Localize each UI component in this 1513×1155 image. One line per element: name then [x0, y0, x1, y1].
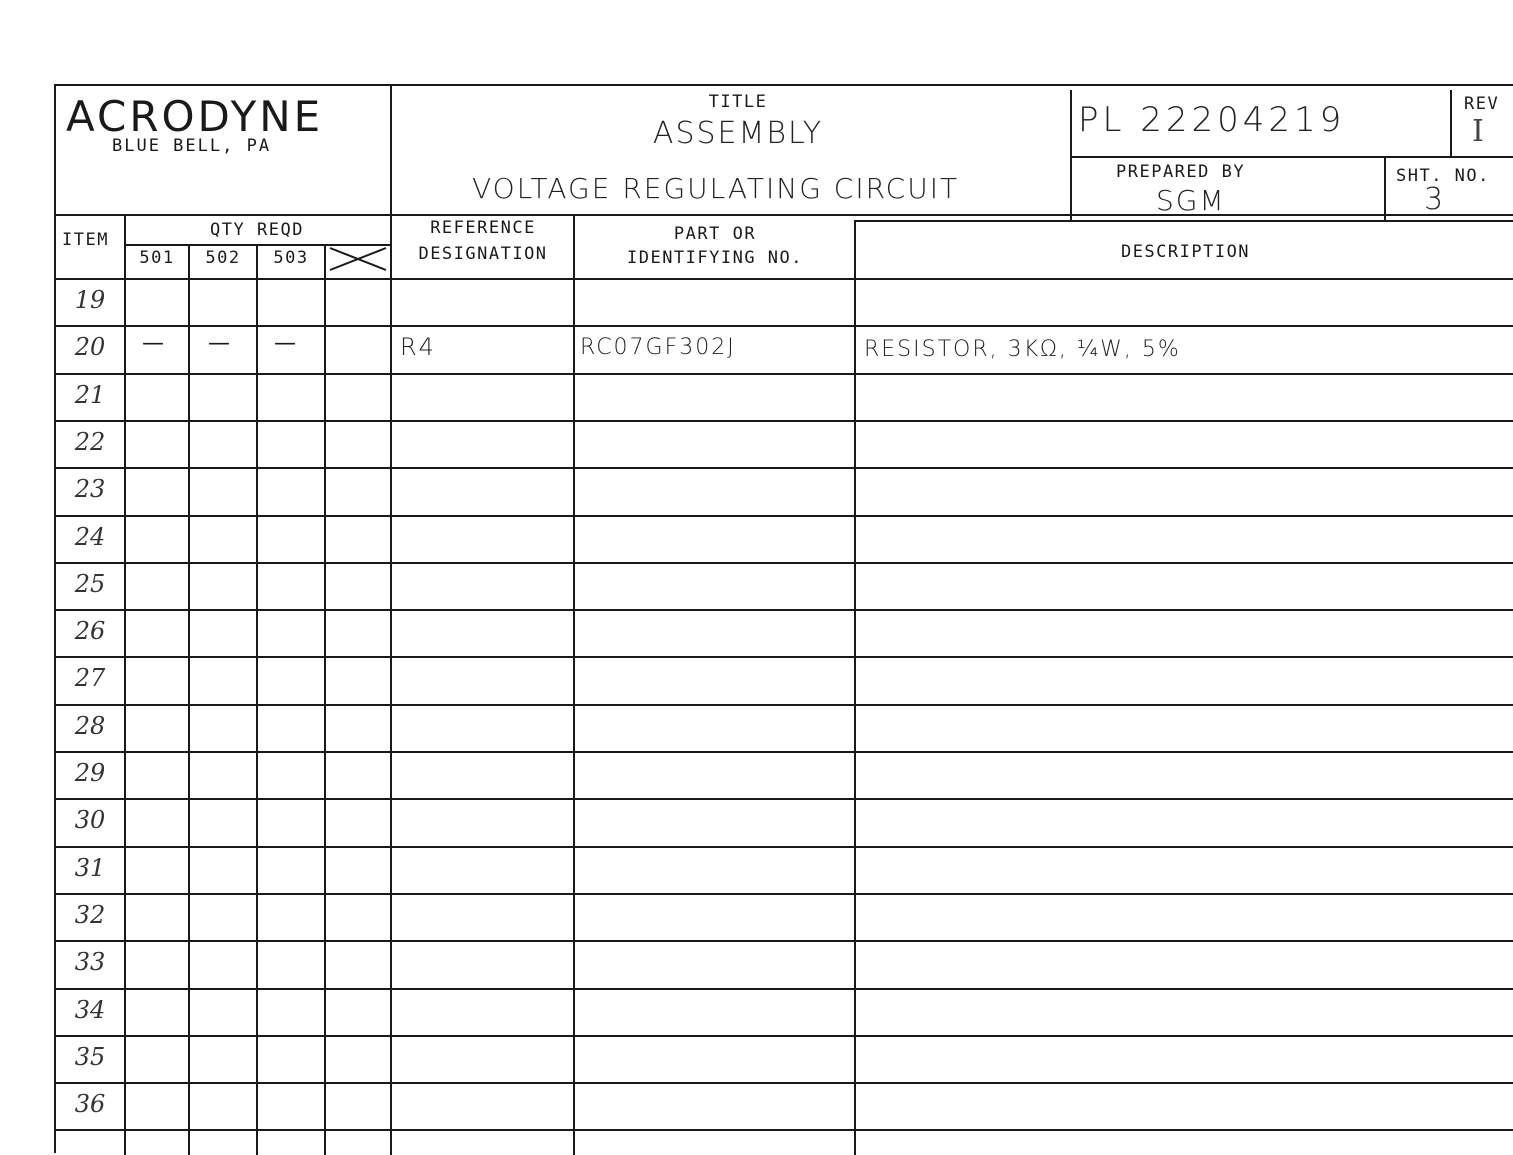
table-row — [56, 1035, 1513, 1082]
prepared-by-value: SGM — [1156, 184, 1226, 217]
table-row — [56, 1082, 1513, 1129]
title-line-1: ASSEMBLY — [652, 116, 824, 151]
row-item-number: 32 — [74, 900, 106, 929]
column-header-502: 502 — [205, 248, 241, 268]
row-qty-501: — — [142, 331, 164, 357]
table-row — [56, 940, 1513, 987]
divider — [1070, 156, 1513, 158]
row-item-number: 20 — [74, 333, 106, 362]
column-header-description: DESCRIPTION — [1120, 242, 1251, 262]
row-item-number: 19 — [74, 286, 106, 314]
table-row — [56, 893, 1513, 940]
row-part-number: RC07GF302J — [580, 335, 736, 361]
sheet-number-label: SHT. NO. — [1396, 166, 1490, 186]
row-qty-503: — — [274, 331, 296, 357]
row-item-number: 34 — [74, 995, 106, 1024]
column-header-503: 503 — [273, 248, 309, 268]
column-header-reference-line1: REFERENCE — [430, 218, 536, 238]
table-row — [56, 798, 1513, 845]
row-item-number: 28 — [74, 711, 106, 740]
row-item-number: 29 — [74, 759, 106, 787]
row-item-number: 35 — [74, 1042, 106, 1071]
row-item-number: 24 — [74, 522, 106, 551]
divider — [1384, 156, 1386, 220]
table-row — [56, 562, 1513, 609]
table-row — [56, 988, 1513, 1035]
parts-list-sheet — [54, 84, 1513, 1153]
column-header-501: 501 — [139, 248, 175, 268]
table-row — [56, 373, 1513, 420]
table-row — [56, 325, 1513, 372]
table-row — [56, 515, 1513, 562]
column-header-part-line1: PART OR — [673, 224, 757, 244]
divider — [56, 1129, 1513, 1131]
divider — [56, 214, 1513, 216]
sheet-number-value: 3 — [1424, 182, 1446, 217]
table-row — [56, 704, 1513, 751]
divider — [854, 220, 1513, 222]
row-qty-502: — — [208, 331, 230, 357]
company-name: ACRODYNE — [66, 92, 324, 141]
table-row — [56, 609, 1513, 656]
divider — [1070, 90, 1072, 220]
table-row — [56, 846, 1513, 893]
row-item-number: 23 — [74, 475, 106, 504]
rev-label: REV — [1464, 94, 1500, 114]
column-header-qty-reqd: QTY REQD — [210, 220, 304, 240]
column-header-reference-line2: DESIGNATION — [418, 244, 548, 264]
row-item-number: 22 — [74, 427, 106, 456]
row-reference-designation: R4 — [400, 333, 436, 362]
document-number: PL 22204219 — [1078, 100, 1346, 140]
column-header-part-line2: IDENTIFYING NO. — [626, 248, 804, 268]
row-description: RESISTOR, 3KΩ, ¼W, 5% — [864, 337, 1181, 363]
column-header-item: ITEM — [62, 230, 109, 250]
row-item-number: 25 — [74, 569, 106, 598]
table-row — [56, 467, 1513, 514]
row-item-number: 26 — [74, 617, 106, 646]
rev-value: I — [1472, 114, 1484, 149]
crossed-out-column-mark — [326, 244, 390, 274]
row-item-number: 30 — [74, 806, 106, 835]
company-location: BLUE BELL, PA — [112, 136, 272, 156]
table-row — [56, 420, 1513, 467]
row-item-number: 36 — [74, 1090, 106, 1119]
row-item-number: 27 — [74, 664, 106, 693]
divider — [1450, 90, 1452, 158]
table-row — [56, 751, 1513, 798]
table-row — [56, 278, 1513, 325]
title-line-2: VOLTAGE REGULATING CIRCUIT — [472, 172, 960, 205]
row-item-number: 33 — [74, 948, 106, 977]
title-label: TITLE — [708, 92, 768, 112]
row-item-number: 31 — [74, 853, 106, 882]
row-item-number: 21 — [74, 380, 106, 409]
table-row — [56, 656, 1513, 703]
prepared-by-label: PREPARED BY — [1116, 162, 1246, 182]
